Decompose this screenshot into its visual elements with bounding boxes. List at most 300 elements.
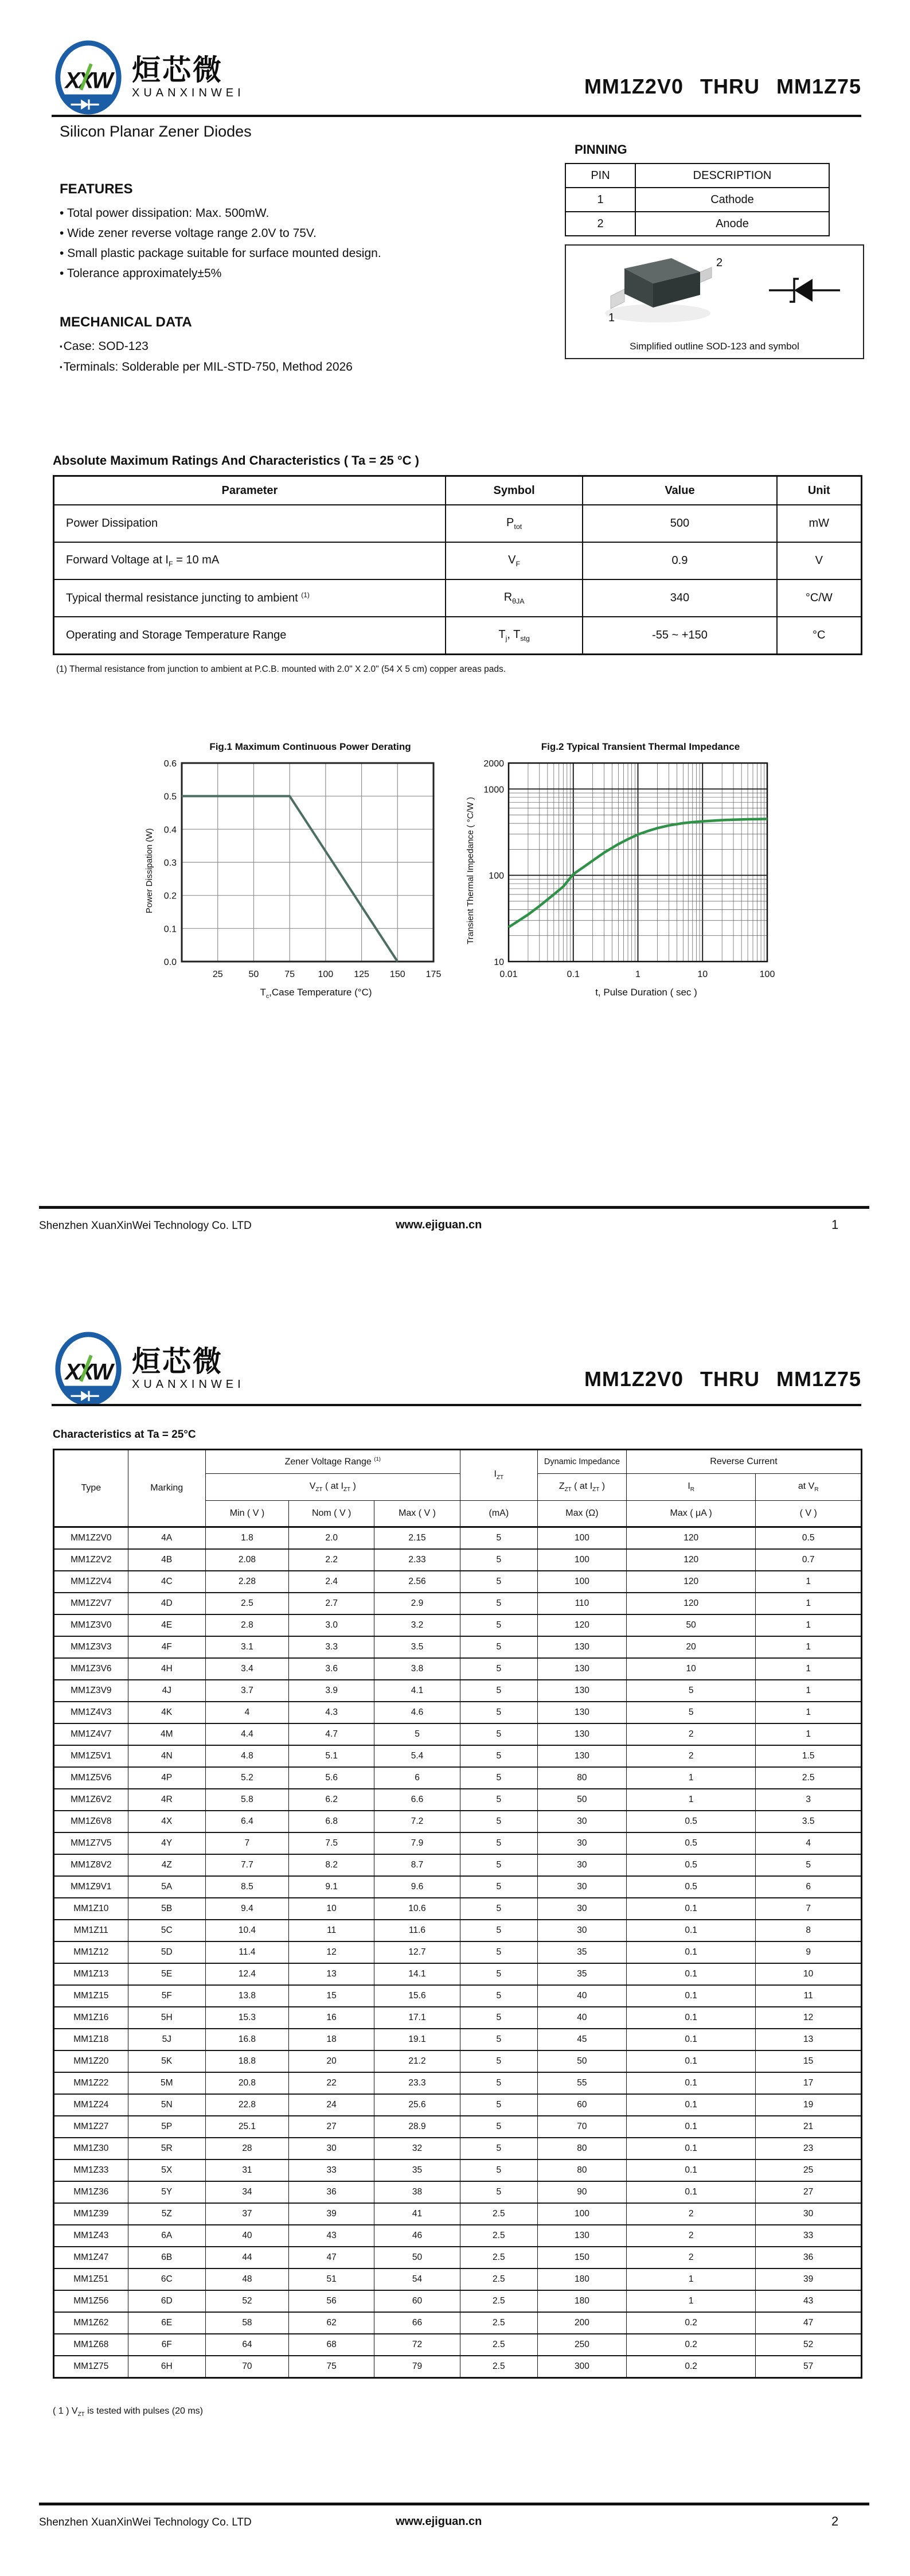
logo-monogram: XXW — [65, 68, 112, 94]
cell-vzt-min: 3.7 — [205, 1680, 288, 1702]
char-table-row — [54, 1702, 862, 1723]
cell-vr: 13 — [756, 2029, 862, 2050]
cell-vzt-nom: 4.7 — [289, 1723, 374, 1745]
cell-type: MM1Z22 — [54, 2072, 128, 2094]
pin-number: 2 — [565, 212, 635, 236]
cell-marking: 4K — [128, 1702, 205, 1723]
cell-vzt-nom: 4.3 — [289, 1702, 374, 1723]
cell-marking: 5K — [128, 2050, 205, 2072]
cell-marking: 4D — [128, 1593, 205, 1614]
cell-vr: 0.7 — [756, 1549, 862, 1571]
cell-vzt-nom: 2.2 — [289, 1549, 374, 1571]
cell-vr: 8 — [756, 1920, 862, 1941]
unit-header-min: Min ( V ) — [205, 1501, 288, 1527]
cell-marking: 6A — [128, 2225, 205, 2247]
brand-name-latin: XUANXINWEI — [132, 86, 245, 99]
cell-vzt-min: 40 — [205, 2225, 288, 2247]
svg-text:125: 125 — [354, 970, 369, 979]
cell-ir-max: 2 — [626, 2203, 755, 2225]
cell-zzt-max: 40 — [537, 2007, 626, 2029]
cell-marking: 6B — [128, 2247, 205, 2268]
absmax-row — [54, 542, 862, 579]
cell-ir-max: 0.1 — [626, 2050, 755, 2072]
cell-vzt-max: 6.6 — [374, 1789, 460, 1811]
cell-zzt-max: 80 — [537, 1767, 626, 1789]
svg-text:100: 100 — [318, 970, 334, 979]
cell-izt: 5 — [460, 1614, 537, 1636]
cell-ir-max: 0.5 — [626, 1854, 755, 1876]
cell-izt: 5 — [460, 2116, 537, 2138]
cell-izt: 5 — [460, 1745, 537, 1767]
abs-max-table — [53, 475, 862, 655]
absmax-col-parameter: Parameter — [54, 476, 446, 505]
cell-vr: 36 — [756, 2247, 862, 2268]
cell-ir-max: 120 — [626, 1593, 755, 1614]
cell-vzt-max: 2.9 — [374, 1593, 460, 1614]
cell-ir-max: 0.1 — [626, 1898, 755, 1920]
cell-vzt-max: 6 — [374, 1767, 460, 1789]
cell-vzt-nom: 43 — [289, 2225, 374, 2247]
cell-vzt-max: 72 — [374, 2334, 460, 2356]
cell-ir-max: 20 — [626, 1636, 755, 1658]
char-table-row — [54, 2116, 862, 2138]
cell-ir-max: 2 — [626, 1745, 755, 1767]
cell-marking: 5Y — [128, 2181, 205, 2203]
absmax-symbol: $T_j$, $T_{stg}$ — [446, 617, 583, 655]
cell-vr: 9 — [756, 1941, 862, 1963]
footer-rule — [39, 1206, 869, 1209]
cell-ir-max: 5 — [626, 1680, 755, 1702]
group-header-dynamic-impedance: Dynamic Impedance — [537, 1450, 626, 1474]
cell-vzt-max: 41 — [374, 2203, 460, 2225]
features-section — [60, 181, 507, 283]
absmax-parameter: Typical thermal resistance juncting to ambient $^{(1)}$ — [54, 579, 446, 617]
char-table-row — [54, 1963, 862, 1985]
absmax-value: 340 — [583, 579, 776, 617]
svg-text:0.1: 0.1 — [163, 924, 177, 935]
footer-website: www.ejiguan.cn — [396, 1219, 482, 1231]
cell-marking: 5P — [128, 2116, 205, 2138]
cell-type: MM1Z36 — [54, 2181, 128, 2203]
cell-izt: 5 — [460, 1963, 537, 1985]
footer-rule — [39, 2503, 869, 2505]
absmax-col-symbol: Symbol — [446, 476, 583, 505]
absmax-symbol: $R_{\theta JA}$ — [446, 579, 583, 617]
cell-type: MM1Z3V6 — [54, 1658, 128, 1680]
cell-vzt-max: 14.1 — [374, 1963, 460, 1985]
cell-zzt-max: 40 — [537, 1985, 626, 2007]
cell-zzt-max: 35 — [537, 1941, 626, 1963]
cell-type: MM1Z9V1 — [54, 1876, 128, 1898]
svg-text:0.4: 0.4 — [163, 825, 177, 835]
cell-vzt-max: 23.3 — [374, 2072, 460, 2094]
fig1-plot — [154, 756, 444, 986]
cell-vr: 2.5 — [756, 1767, 862, 1789]
svg-text:175: 175 — [425, 970, 442, 979]
cell-vzt-max: 32 — [374, 2138, 460, 2159]
absmax-unit: mW — [777, 505, 862, 542]
cell-vzt-min: 10.4 — [205, 1920, 288, 1941]
cell-izt: 2.5 — [460, 2268, 537, 2290]
char-table-row — [54, 2203, 862, 2225]
cell-ir-max: 5 — [626, 1702, 755, 1723]
cell-zzt-max: 30 — [537, 1811, 626, 1832]
features-heading: FEATURES — [60, 181, 133, 197]
pin-number: 1 — [565, 188, 635, 212]
pin-description: Anode — [635, 212, 829, 236]
package-caption: Simplified outline SOD-123 and symbol — [630, 341, 799, 352]
mechanical-item: ▪ Case: SOD-123 — [60, 336, 530, 357]
char-table-row — [54, 1549, 862, 1571]
cell-type: MM1Z2V2 — [54, 1549, 128, 1571]
svg-text:0.3: 0.3 — [163, 858, 177, 868]
fig1-title: Fig.1 Maximum Continuous Power Derating — [209, 741, 411, 752]
cell-marking: 5N — [128, 2094, 205, 2116]
cell-vr: 27 — [756, 2181, 862, 2203]
cell-vzt-nom: 24 — [289, 2094, 374, 2116]
cell-ir-max: 120 — [626, 1549, 755, 1571]
cell-zzt-max: 150 — [537, 2247, 626, 2268]
pinning-col-pin: PIN — [565, 164, 635, 188]
cell-ir-max: 50 — [626, 1614, 755, 1636]
abs-max-heading: Absolute Maximum Ratings And Characteristics ( Ta = 25 °C ) — [53, 453, 419, 468]
cell-vzt-nom: 13 — [289, 1963, 374, 1985]
char-table-row — [54, 1636, 862, 1658]
cell-izt: 5 — [460, 2159, 537, 2181]
cell-vr: 25 — [756, 2159, 862, 2181]
cell-vzt-nom: 2.0 — [289, 1527, 374, 1550]
cell-vzt-max: 2.15 — [374, 1527, 460, 1550]
fig2 — [466, 741, 798, 998]
cell-vr: 3.5 — [756, 1811, 862, 1832]
cell-ir-max: 0.1 — [626, 1985, 755, 2007]
char-table-row — [54, 1898, 862, 1920]
cell-ir-max: 0.2 — [626, 2356, 755, 2378]
cell-type: MM1Z11 — [54, 1920, 128, 1941]
cell-zzt-max: 80 — [537, 2159, 626, 2181]
cell-zzt-max: 200 — [537, 2312, 626, 2334]
cell-vzt-max: 19.1 — [374, 2029, 460, 2050]
cell-vzt-min: 4.8 — [205, 1745, 288, 1767]
mechanical-section — [60, 314, 530, 378]
cell-type: MM1Z5V1 — [54, 1745, 128, 1767]
cell-marking: 5F — [128, 1985, 205, 2007]
cell-zzt-max: 130 — [537, 1723, 626, 1745]
cell-vr: 4 — [756, 1832, 862, 1854]
cell-marking: 4J — [128, 1680, 205, 1702]
cell-vr: 6 — [756, 1876, 862, 1898]
char-table-row — [54, 1658, 862, 1680]
doc-subtitle: Silicon Planar Zener Diodes — [60, 123, 252, 140]
char-table-row — [54, 1920, 862, 1941]
cell-vzt-min: 6.4 — [205, 1811, 288, 1832]
cell-zzt-max: 180 — [537, 2290, 626, 2312]
cell-zzt-max: 130 — [537, 2225, 626, 2247]
cell-vzt-min: 64 — [205, 2334, 288, 2356]
brand-name-latin: XUANXINWEI — [132, 1378, 245, 1391]
cell-type: MM1Z43 — [54, 2225, 128, 2247]
cell-type: MM1Z2V4 — [54, 1571, 128, 1593]
cell-vzt-max: 54 — [374, 2268, 460, 2290]
cell-vzt-min: 70 — [205, 2356, 288, 2378]
logo-emblem-icon — [52, 38, 125, 117]
cell-vzt-nom: 22 — [289, 2072, 374, 2094]
cell-vzt-min: 7.7 — [205, 1854, 288, 1876]
cell-vzt-max: 12.7 — [374, 1941, 460, 1963]
cell-marking: 5R — [128, 2138, 205, 2159]
char-table-row — [54, 2225, 862, 2247]
cell-marking: 5E — [128, 1963, 205, 1985]
cell-zzt-max: 30 — [537, 1832, 626, 1854]
cell-vzt-nom: 20 — [289, 2050, 374, 2072]
char-table-row — [54, 1811, 862, 1832]
cell-vzt-min: 3.1 — [205, 1636, 288, 1658]
cell-vzt-max: 28.9 — [374, 2116, 460, 2138]
cell-izt: 5 — [460, 1789, 537, 1811]
cell-vzt-max: 3.5 — [374, 1636, 460, 1658]
pinning-table-wrap — [565, 163, 830, 236]
mechanical-list — [60, 336, 530, 378]
char-table-row — [54, 2268, 862, 2290]
cell-izt: 5 — [460, 2181, 537, 2203]
cell-vr: 3 — [756, 1789, 862, 1811]
cell-vzt-nom: 3.0 — [289, 1614, 374, 1636]
cell-vzt-min: 4.4 — [205, 1723, 288, 1745]
cell-marking: 4M — [128, 1723, 205, 1745]
characteristics-table-wrap — [53, 1449, 862, 2418]
cell-marking: 4C — [128, 1571, 205, 1593]
cell-type: MM1Z4V7 — [54, 1723, 128, 1745]
cell-vzt-nom: 3.9 — [289, 1680, 374, 1702]
cell-marking: 5D — [128, 1941, 205, 1963]
unit-header-vr: ( V ) — [756, 1501, 862, 1527]
cell-izt: 5 — [460, 1811, 537, 1832]
char-table-row — [54, 2181, 862, 2203]
cell-vzt-nom: 6.2 — [289, 1789, 374, 1811]
cell-vzt-min: 22.8 — [205, 2094, 288, 2116]
cell-vzt-min: 11.4 — [205, 1941, 288, 1963]
cell-ir-max: 0.5 — [626, 1876, 755, 1898]
doc-title: MM1Z2V0 THRU MM1Z75 — [584, 75, 861, 98]
cell-vzt-max: 4.1 — [374, 1680, 460, 1702]
char-table-row — [54, 2159, 862, 2181]
char-table-row — [54, 1680, 862, 1702]
cell-vzt-nom: 9.1 — [289, 1876, 374, 1898]
mechanical-item: ▪ Terminals: Solderable per MIL-STD-750, Method 2026 — [60, 357, 530, 378]
unit-header-nom: Nom ( V ) — [289, 1501, 374, 1527]
cell-type: MM1Z6V2 — [54, 1789, 128, 1811]
cell-zzt-max: 30 — [537, 1854, 626, 1876]
cell-zzt-max: 120 — [537, 1614, 626, 1636]
cell-vzt-min: 16.8 — [205, 2029, 288, 2050]
pinning-table — [565, 163, 830, 236]
cell-izt: 2.5 — [460, 2312, 537, 2334]
svg-text:75: 75 — [284, 970, 295, 979]
cell-vzt-nom: 6.8 — [289, 1811, 374, 1832]
footer-company: Shenzhen XuanXinWei Technology Co. LTD — [39, 2516, 252, 2528]
cell-izt: 5 — [460, 1854, 537, 1876]
cell-vr: 33 — [756, 2225, 862, 2247]
cell-izt: 2.5 — [460, 2225, 537, 2247]
cell-zzt-max: 50 — [537, 1789, 626, 1811]
cell-izt: 2.5 — [460, 2334, 537, 2356]
char-table-row — [54, 2312, 862, 2334]
cell-zzt-max: 130 — [537, 1745, 626, 1767]
cell-vzt-max: 2.56 — [374, 1571, 460, 1593]
cell-type: MM1Z33 — [54, 2159, 128, 2181]
cell-ir-max: 2 — [626, 2225, 755, 2247]
cell-izt: 2.5 — [460, 2356, 537, 2378]
cell-vzt-nom: 8.2 — [289, 1854, 374, 1876]
cell-vr: 1.5 — [756, 1745, 862, 1767]
cell-vr: 7 — [756, 1898, 862, 1920]
header-rule — [52, 115, 861, 117]
cell-vzt-min: 52 — [205, 2290, 288, 2312]
cell-vr: 1 — [756, 1593, 862, 1614]
footer-website: www.ejiguan.cn — [396, 2515, 482, 2528]
char-table-row — [54, 1941, 862, 1963]
company-logo — [52, 1329, 245, 1408]
absmax-unit: °C/W — [777, 579, 862, 617]
cell-vr: 39 — [756, 2268, 862, 2290]
cell-ir-max: 1 — [626, 2268, 755, 2290]
cell-ir-max: 0.1 — [626, 1963, 755, 1985]
cell-vzt-max: 79 — [374, 2356, 460, 2378]
cell-type: MM1Z51 — [54, 2268, 128, 2290]
svg-text:2000: 2000 — [483, 759, 504, 769]
cell-izt: 5 — [460, 1832, 537, 1854]
cell-marking: 6E — [128, 2312, 205, 2334]
cell-izt: 5 — [460, 1985, 537, 2007]
logo-emblem-icon — [52, 1329, 125, 1408]
cell-izt: 5 — [460, 1920, 537, 1941]
cell-ir-max: 0.1 — [626, 2116, 755, 2138]
cell-vr: 1 — [756, 1614, 862, 1636]
cell-vzt-nom: 36 — [289, 2181, 374, 2203]
cell-type: MM1Z56 — [54, 2290, 128, 2312]
header-rule — [52, 1404, 861, 1406]
cell-ir-max: 1 — [626, 1789, 755, 1811]
cell-vr: 1 — [756, 1702, 862, 1723]
cell-vzt-min: 5.2 — [205, 1767, 288, 1789]
cell-vr: 12 — [756, 2007, 862, 2029]
svg-text:100: 100 — [489, 871, 504, 881]
cell-type: MM1Z12 — [54, 1941, 128, 1963]
cell-vzt-max: 11.6 — [374, 1920, 460, 1941]
cell-ir-max: 0.1 — [626, 2094, 755, 2116]
cell-vr: 1 — [756, 1680, 862, 1702]
svg-text:10: 10 — [494, 958, 504, 967]
char-table-row — [54, 2138, 862, 2159]
cell-marking: 5H — [128, 2007, 205, 2029]
feature-item: • Total power dissipation: Max. 500mW. — [60, 203, 507, 223]
cell-zzt-max: 50 — [537, 2050, 626, 2072]
cell-vzt-max: 5.4 — [374, 1745, 460, 1767]
cell-vzt-min: 4 — [205, 1702, 288, 1723]
cell-vzt-min: 31 — [205, 2159, 288, 2181]
pinning-row — [565, 188, 829, 212]
mechanical-heading: MECHANICAL DATA — [60, 314, 192, 330]
cell-vr: 21 — [756, 2116, 862, 2138]
cell-vzt-max: 66 — [374, 2312, 460, 2334]
char-table-row — [54, 1789, 862, 1811]
absmax-col-unit: Unit — [777, 476, 862, 505]
cell-vzt-min: 5.8 — [205, 1789, 288, 1811]
pinning-col-description: DESCRIPTION — [635, 164, 829, 188]
cell-vzt-nom: 47 — [289, 2247, 374, 2268]
cell-vr: 23 — [756, 2138, 862, 2159]
cell-vzt-min: 20.8 — [205, 2072, 288, 2094]
cell-vzt-max: 4.6 — [374, 1702, 460, 1723]
cell-zzt-max: 55 — [537, 2072, 626, 2094]
cell-vr: 17 — [756, 2072, 862, 2094]
col-header-ir: $I_R$ — [626, 1474, 755, 1501]
cell-vr: 11 — [756, 1985, 862, 2007]
cell-vr: 43 — [756, 2290, 862, 2312]
svg-text:0.5: 0.5 — [163, 792, 177, 802]
cell-izt: 5 — [460, 1702, 537, 1723]
cell-izt: 5 — [460, 2029, 537, 2050]
char-table-row — [54, 2290, 862, 2312]
cell-izt: 5 — [460, 2138, 537, 2159]
absmax-unit: °C — [777, 617, 862, 655]
cell-type: MM1Z68 — [54, 2334, 128, 2356]
fig1-xlabel: $T_c,Case$ Temperature (°C) — [260, 987, 372, 1000]
unit-header-max: Max ( V ) — [374, 1501, 460, 1527]
cell-type: MM1Z24 — [54, 2094, 128, 2116]
cell-vzt-min: 1.8 — [205, 1527, 288, 1550]
footer-page-number: 1 — [831, 1217, 839, 1232]
logo-monogram: XXW — [65, 1359, 112, 1385]
cell-zzt-max: 80 — [537, 2138, 626, 2159]
cell-type: MM1Z7V5 — [54, 1832, 128, 1854]
cell-vr: 1 — [756, 1571, 862, 1593]
characteristics-table — [53, 1449, 862, 2379]
group-header-zener-voltage-range: Zener Voltage Range $^{(1)}$ — [205, 1450, 460, 1474]
cell-marking: 5Z — [128, 2203, 205, 2225]
cell-marking: 5M — [128, 2072, 205, 2094]
char-table-row — [54, 1832, 862, 1854]
footer-company: Shenzhen XuanXinWei Technology Co. LTD — [39, 1220, 252, 1232]
cell-vzt-nom: 33 — [289, 2159, 374, 2181]
cell-type: MM1Z3V9 — [54, 1680, 128, 1702]
footer-page-number: 2 — [831, 2514, 839, 2528]
cell-vzt-nom: 10 — [289, 1898, 374, 1920]
cell-vzt-min: 34 — [205, 2181, 288, 2203]
characteristics-footnote: ( 1 ) $V_{ZT}$ is tested with pulses (20 ms) — [53, 2406, 203, 2418]
cell-ir-max: 0.1 — [626, 1941, 755, 1963]
cell-ir-max: 10 — [626, 1658, 755, 1680]
col-header-zzt: $Z_{ZT}$ ( at $I_{ZT}$ ) — [537, 1474, 626, 1501]
fig1-ylabel: Power Dissipation (W) — [144, 828, 154, 914]
cell-vzt-min: 18.8 — [205, 2050, 288, 2072]
cell-izt: 5 — [460, 1941, 537, 1963]
cell-type: MM1Z18 — [54, 2029, 128, 2050]
cell-izt: 2.5 — [460, 2247, 537, 2268]
cell-ir-max: 2 — [626, 2247, 755, 2268]
absmax-unit: V — [777, 542, 862, 579]
cell-vzt-max: 8.7 — [374, 1854, 460, 1876]
fig2-ylabel: Transient Thermal Impedance ( °C/W ) — [466, 797, 475, 945]
feature-item: • Tolerance approximately±5% — [60, 263, 507, 283]
absmax-parameter: Operating and Storage Temperature Range — [54, 617, 446, 655]
char-table-row — [54, 1985, 862, 2007]
cell-vzt-min: 12.4 — [205, 1963, 288, 1985]
cell-vr: 1 — [756, 1636, 862, 1658]
cell-vzt-min: 9.4 — [205, 1898, 288, 1920]
cell-ir-max: 120 — [626, 1571, 755, 1593]
char-table-row — [54, 1614, 862, 1636]
